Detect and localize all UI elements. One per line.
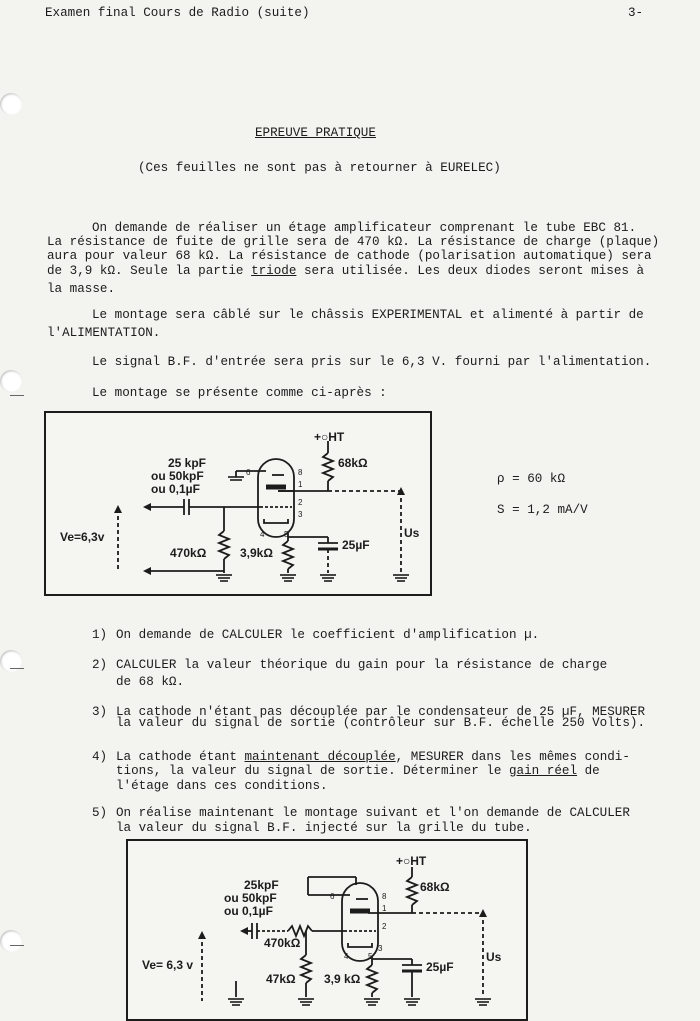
circuit-1-svg <box>46 413 430 594</box>
us-label-2: Us <box>486 950 502 964</box>
question-4-line3: l'étage dans ces conditions. <box>116 779 328 793</box>
pin-label: 3 <box>378 944 383 953</box>
question-3-line2: la valeur du signal de sortie (contrôleur sur B.F. échelle 250 Volts). <box>116 716 646 730</box>
pin-label: 5 <box>368 952 373 961</box>
circuit-2-svg <box>128 841 526 1019</box>
para1-line4-end: sera utilisée. Les deux diodes seront mises à <box>303 264 645 278</box>
punch-hole <box>0 93 22 115</box>
question-1-num: 1) <box>92 628 108 642</box>
ve-label: Ve=6,3v <box>60 530 105 544</box>
pin-label: 5 <box>284 530 289 539</box>
q4-line1-end: , MESURER dans les mêmes condi- <box>395 750 630 764</box>
pin-label: 6 <box>330 892 335 901</box>
pin-label: 1 <box>298 480 303 489</box>
ht-label: +○HT <box>314 430 345 444</box>
q4-emphasis-decoupled: maintenant découplée <box>244 750 396 764</box>
ve-label-2: Ve= 6,3 v <box>142 958 194 972</box>
pin-label: 3 <box>298 510 303 519</box>
para3: Le signal B.F. d'entrée sera pris sur le 6,3 V. fourni par l'alimentation. <box>92 355 652 369</box>
question-5-num: 5) <box>92 806 108 820</box>
pin-label: 2 <box>298 498 303 507</box>
page-number: 3- <box>628 6 644 20</box>
cathode-resistor-label: 3,9kΩ <box>240 546 273 560</box>
para1-line5: la masse. <box>47 282 116 296</box>
cathode-resistor-label-2: 3,9 kΩ <box>324 972 361 986</box>
coupling-cap-label-1: 25 kpF <box>168 456 207 470</box>
hole-mark <box>10 945 24 946</box>
q4-emphasis-gain: gain réel <box>509 764 578 778</box>
para1-line4-start: de 3,9 kΩ. Seule la partie <box>47 264 244 278</box>
para1-line3: aura pour valeur 68 kΩ. La résistance de cathode (polarisation automatique) sera <box>47 249 652 263</box>
pin-label: 8 <box>298 468 303 477</box>
q4-line2-start: tions, la valeur du signal de sortie. Déterminer le <box>116 764 502 778</box>
plate-resistor-label: 68kΩ <box>338 456 368 470</box>
coupling-cap-label-2-1: 25kpF <box>244 878 279 892</box>
section-title: EPREUVE PRATIQUE <box>255 126 376 140</box>
pin-label: 2 <box>382 922 387 931</box>
question-2-num: 2) <box>92 658 108 672</box>
coupling-cap-label-2-3: ou 0,1µF <box>224 904 273 918</box>
question-4-num: 4) <box>92 750 108 764</box>
pin-label: 4 <box>260 530 265 539</box>
pin-label: 4 <box>344 952 349 961</box>
circuit-diagram-2 <box>126 839 528 1021</box>
para2-line2: l'ALIMENTATION. <box>47 326 161 340</box>
us-label: Us <box>404 526 420 540</box>
coupling-cap-label-3: ou 0,1µF <box>151 482 200 496</box>
para1-line2: La résistance de fuite de grille sera de 470 kΩ. La résistance de charge (plaque) <box>47 235 660 249</box>
header-title: Examen final Cours de Radio (suite) <box>45 6 310 20</box>
question-5-line1: On réalise maintenant le montage suivant et l'on demande de CALCULER <box>116 806 630 820</box>
punch-hole <box>0 370 22 392</box>
question-1-line1: On demande de CALCULER le coefficient d'amplification µ. <box>116 628 540 642</box>
question-2-line1: CALCULER la valeur théorique du gain pour la résistance de charge <box>116 658 608 672</box>
question-4-line1 <box>116 750 630 765</box>
para1-line4 <box>47 264 644 279</box>
cathode-cap-label: 25µF <box>342 538 370 552</box>
s-param: S = 1,2 mA/V <box>497 503 588 517</box>
coupling-cap-label-2: ou 50kpF <box>151 469 204 483</box>
triode-emphasis: triode <box>251 264 297 278</box>
coupling-cap-label-2-2: ou 50kpF <box>224 891 277 905</box>
section-subtitle: (Ces feuilles ne sont pas à retourner à EURELEC) <box>138 161 501 175</box>
cathode-cap-label-2: 25µF <box>426 960 454 974</box>
question-3-num: 3) <box>92 705 108 719</box>
hole-mark <box>10 395 24 396</box>
question-4-line2 <box>116 764 600 779</box>
grid-resistor-label: 470kΩ <box>170 546 207 560</box>
para1-line1: On demande de réaliser un étage amplificateur comprenant le tube EBC 81. <box>92 221 637 235</box>
question-3-line1: La cathode n'étant pas découplée par le condensateur de 25 µF, MESURER <box>116 705 646 719</box>
q4-line2-end: de <box>584 764 600 778</box>
q4-line1-start: La cathode étant <box>116 750 237 764</box>
punch-hole <box>0 930 22 952</box>
question-2-line2: de 68 kΩ. <box>116 675 185 689</box>
series-resistor-label: 470kΩ <box>264 936 301 950</box>
pin-label: 8 <box>382 892 387 901</box>
ht-label-2: +○HT <box>396 854 427 868</box>
hole-mark <box>10 668 24 669</box>
pin-label: 1 <box>382 904 387 913</box>
shunt-resistor-label: 47kΩ <box>266 972 296 986</box>
plate-resistor-label-2: 68kΩ <box>420 880 450 894</box>
circuit-diagram-1 <box>44 411 432 596</box>
rho-param: ρ = 60 kΩ <box>497 472 566 486</box>
para2-line1: Le montage sera câblé sur le châssis EXPERIMENTAL et alimenté à partir de <box>92 308 644 322</box>
pin-label: 6 <box>246 468 251 477</box>
question-5-line2: la valeur du signal B.F. injecté sur la grille du tube. <box>116 821 532 835</box>
para4: Le montage se présente comme ci-après : <box>92 386 387 400</box>
